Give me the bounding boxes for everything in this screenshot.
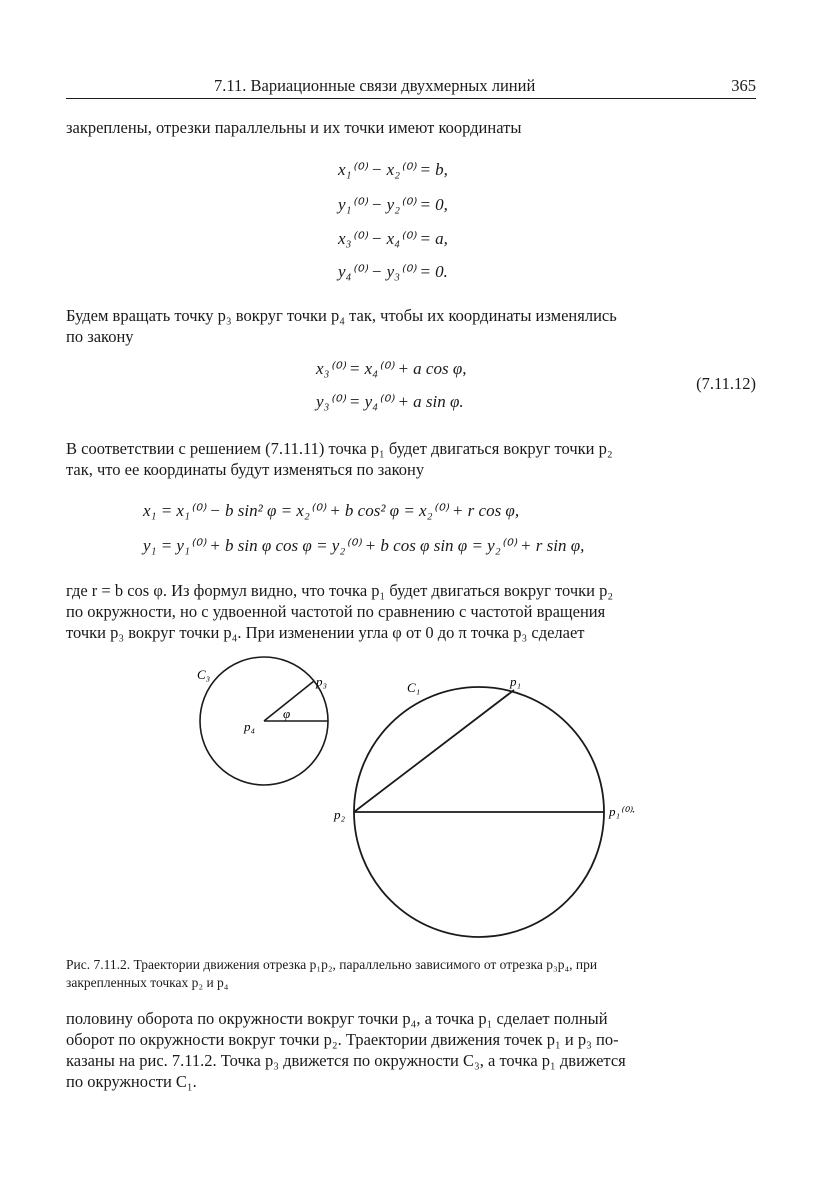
equation-3: x₃⁽⁰⁾ − x₄⁽⁰⁾ = a, [338,229,448,248]
paragraph-line: так, что ее координаты будут изменяться по закону [66,460,425,479]
paragraph-line: В соответствии с решением (7.11.11) точка p₁ будет двигаться вокруг точки p₂ [66,439,613,458]
label-p1-initial: p₁⁽⁰⁾· [609,804,635,819]
paragraph-line: точки p₃ вокруг точки p₄. При изменении угла φ от 0 до π точка p₃ сделает [66,623,585,642]
segment-p2-p1 [354,690,514,812]
label-phi: φ [283,706,291,721]
label-c3: C₃ [197,667,211,682]
paragraph-line: по окружности, но с удвоенной частотой по сравнению с частотой вращения [66,602,606,621]
label-p2: p₂ [334,807,346,822]
figure-caption [66,956,756,992]
equation-8: y₁ = y₁⁽⁰⁾ + b sin φ cos φ = y₂⁽⁰⁾ + b cos φ sin φ = y₂⁽⁰⁾ + r sin φ, [143,536,585,555]
paragraph-5 [66,1008,756,1092]
label-p1: p₁ [510,674,522,689]
page-number: 365 [731,76,756,95]
paragraph-line: по окружности C₁. [66,1072,197,1091]
paragraph-line: где r = b cos φ. Из формул видно, что точка p₁ будет двигаться вокруг точки p₂ [66,581,614,600]
paragraph-line: казаны на рис. 7.11.2. Точка p₃ движется по окружности C₃, а точка p₁ движется [66,1051,626,1070]
paragraph-line: закреплены, отрезки параллельны и их точки имеют координаты [66,118,522,137]
label-p3: p₃ [316,674,328,689]
paragraph-line: Будем вращать точку p₃ вокруг точки p₄ так, чтобы их координаты изменялись [66,306,617,325]
label-p4: p₄ [244,719,256,734]
paragraph-line: по закону [66,327,134,346]
caption-line: закрепленных точках p₂ и p₄ [66,975,229,990]
label-c1: C₁ [407,680,421,695]
paragraph-line: половину оборота по окружности вокруг точки p₄, а точка p₁ сделает полный [66,1009,608,1028]
equation-7: x₁ = x₁⁽⁰⁾ − b sin² φ = x₂⁽⁰⁾ + b cos² φ = x₂⁽⁰⁾ + r cos φ, [143,501,520,520]
equation-4: y₄⁽⁰⁾ − y₃⁽⁰⁾ = 0. [338,262,448,281]
equation-6: y₃⁽⁰⁾ = y₄⁽⁰⁾ + a sin φ. [316,392,464,411]
caption-line: Рис. 7.11.2. Траектории движения отрезка p₁p₂, параллельно зависимого от отрезка p₃p₄, при [66,957,598,972]
equation-2: y₁⁽⁰⁾ − y₂⁽⁰⁾ = 0, [338,195,448,214]
section-title: 7.11. Вариационные связи двухмерных линий [214,76,536,95]
equation-number: (7.11.12) [696,374,756,393]
equation-5: x₃⁽⁰⁾ = x₄⁽⁰⁾ + a cos φ, [316,359,467,378]
equation-1: x₁⁽⁰⁾ − x₂⁽⁰⁾ = b, [338,160,448,179]
paragraph-line: оборот по окружности вокруг точки p₂. Траектории движения точек p₁ и p₃ по- [66,1030,619,1049]
